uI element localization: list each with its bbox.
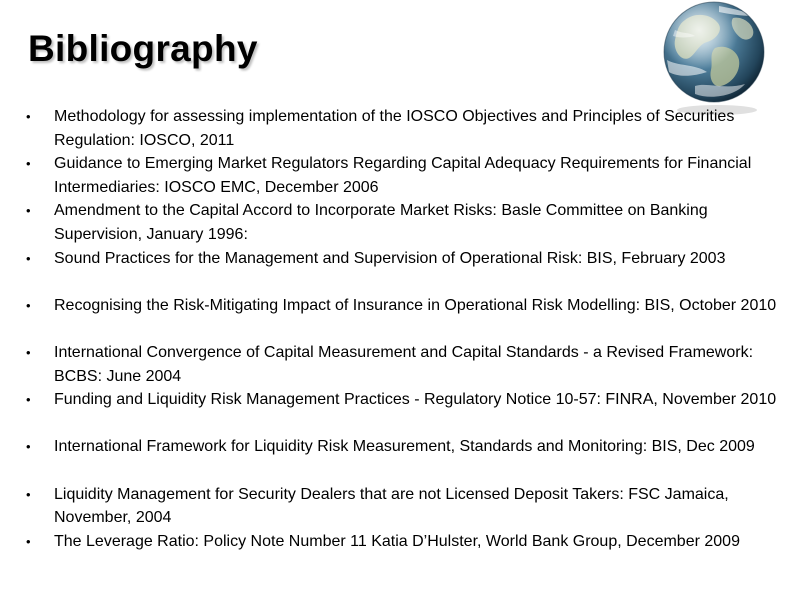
bullet-icon: • [26, 156, 31, 172]
list-item [22, 388, 782, 435]
slide-title: Bibliography [28, 28, 258, 69]
bullet-icon: • [26, 297, 31, 313]
list-item [22, 199, 782, 246]
reference-text: The Leverage Ratio: Policy Note Number 11 Katia D’Hulster, World Bank Group, December 2009 [54, 532, 740, 550]
reference-text: Methodology for assessing implementation of the IOSCO Objectives and Principles of Securities Regulation: IOSCO, 2011 [54, 108, 735, 149]
bullet-icon: • [26, 439, 31, 455]
bullet-icon: • [26, 203, 31, 219]
reference-text: Recognising the Risk-Mitigating Impact of Insurance in Operational Risk Modelling: BIS, October 2010 [54, 296, 777, 314]
bullet-icon: • [26, 486, 31, 502]
reference-text: Guidance to Emerging Market Regulators Regarding Capital Adequacy Requirements for Financial Intermediaries: IOSCO EMC, December 2006 [54, 155, 752, 196]
list-item [22, 294, 782, 341]
reference-text: Liquidity Management for Security Dealers that are not Licensed Deposit Takers: FSC Jamaica, November, 2004 [54, 485, 729, 527]
bullet-icon: • [26, 250, 31, 266]
list-item [22, 152, 782, 199]
bullet-icon: • [26, 392, 31, 408]
reference-text: Sound Practices for the Management and Supervision of Operational Risk: BIS, February 2003 [54, 249, 726, 267]
reference-text: Funding and Liquidity Risk Management Practices - Regulatory Notice 10-57: FINRA, November 2010 [54, 391, 777, 409]
list-item [22, 247, 782, 294]
list-item [22, 105, 782, 152]
reference-text: Amendment to the Capital Accord to Incorporate Market Risks: Basle Committee on Banking Supervision, January 1996: [54, 202, 708, 243]
bullet-icon: • [26, 533, 31, 549]
bullet-icon: • [26, 344, 31, 360]
earth-globe-icon [655, 0, 773, 116]
reference-text: International Framework for Liquidity Risk Measurement, Standards and Monitoring: BIS, Dec 2009 [54, 438, 755, 456]
list-item [22, 530, 782, 577]
list-item [22, 341, 782, 388]
bullet-icon: • [26, 109, 31, 124]
reference-text: International Convergence of Capital Measurement and Capital Standards - a Revised Framework: BCBS: June 2004 [54, 343, 754, 385]
bibliography-list [22, 105, 782, 577]
list-item [22, 483, 782, 530]
list-item [22, 435, 782, 482]
